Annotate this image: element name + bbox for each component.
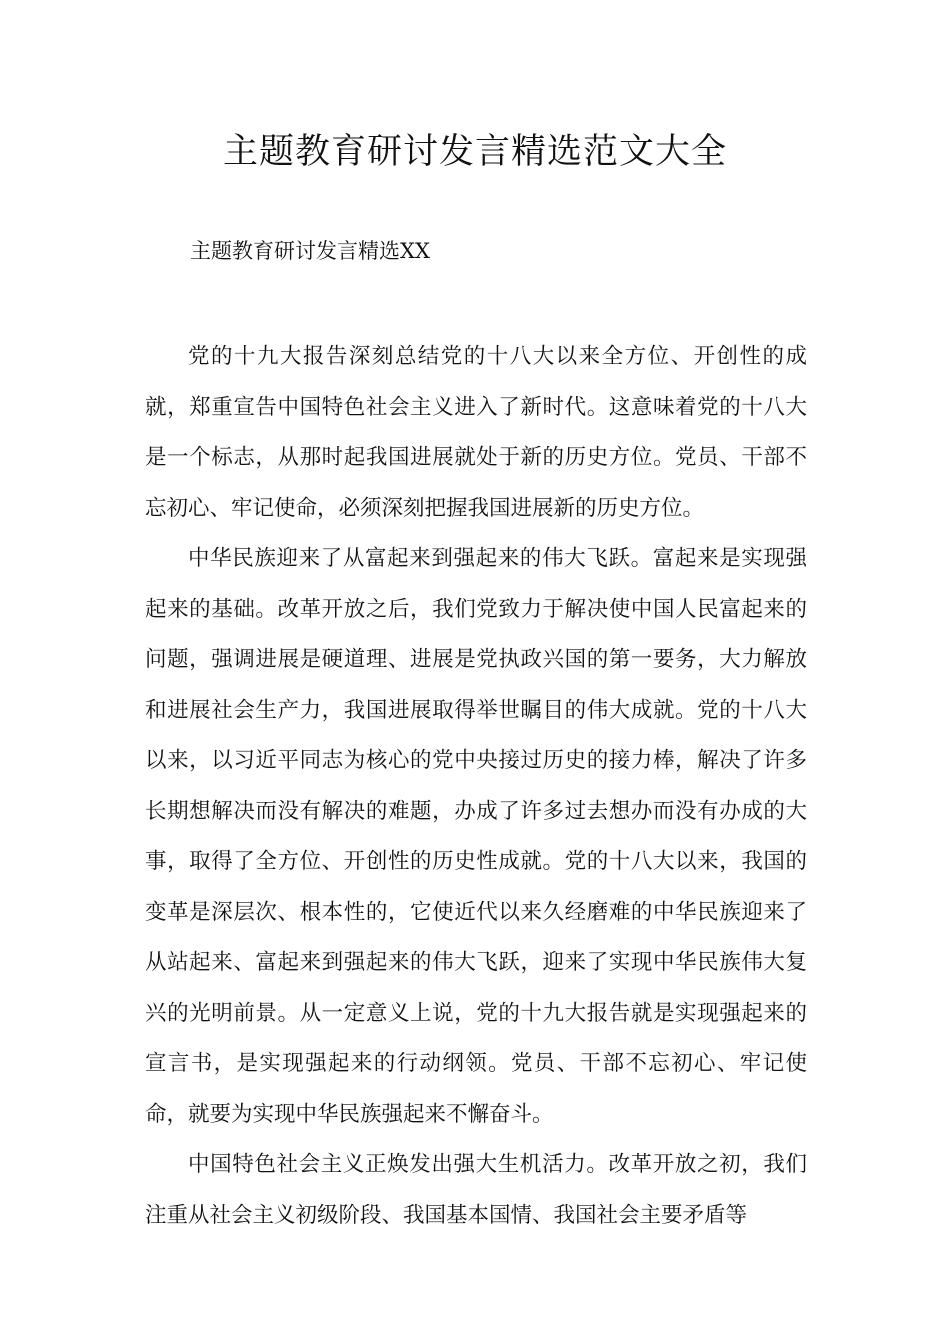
paragraph: 中华民族迎来了从富起来到强起来的伟大飞跃。富起来是实现强起来的基础。改革开放之后，我们党致力于解决使中国人民富起来的问题，强调进展是硬道理、进展是党执政兴国的第一要务，大力解放和进展社会生产力，我国进展取得举世瞩目的伟大成就。党的十八大以来，以习近平同志为核心的党中央接过历史的接力棒，解决了许多长期想解决而没有解决的难题，办成了许多过去想办而没有办成的大事，取得了全方位、开创性的历史性成就。党的十八大以来，我国的变革是深层次、根本性的，它使近代以来久经磨难的中华民族迎来了从站起来、富起来到强起来的伟大飞跃，迎来了实现中华民族伟大复兴的光明前景。从一定意义上说，党的十九大报告就是实现强起来的宣言书，是实现强起来的行动纲领。党员、干部不忘初心、牢记使命，就要为实现中华民族强起来不懈奋斗。 [145,546,807,1127]
paragraph: 党的十九大报告深刻总结党的十八大以来全方位、开创性的成就，郑重宣告中国特色社会主义进入了新时代。这意味着党的十八大是一个标志，从那时起我国进展就处于新的历史方位。党员、干部不忘初心、牢记使命，必须深刻把握我国进展新的历史方位。 [145,344,807,521]
paragraph: 中国特色社会主义正焕发出强大生机活力。改革开放之初，我们注重从社会主义初级阶段、我国基本国情、我国社会主要矛盾等 [145,1152,807,1228]
document-subtitle: 主题教育研讨发言精选XX [190,239,430,263]
document-title: 主题教育研讨发言精选范文大全 [222,132,727,172]
document-body [145,332,807,1241]
